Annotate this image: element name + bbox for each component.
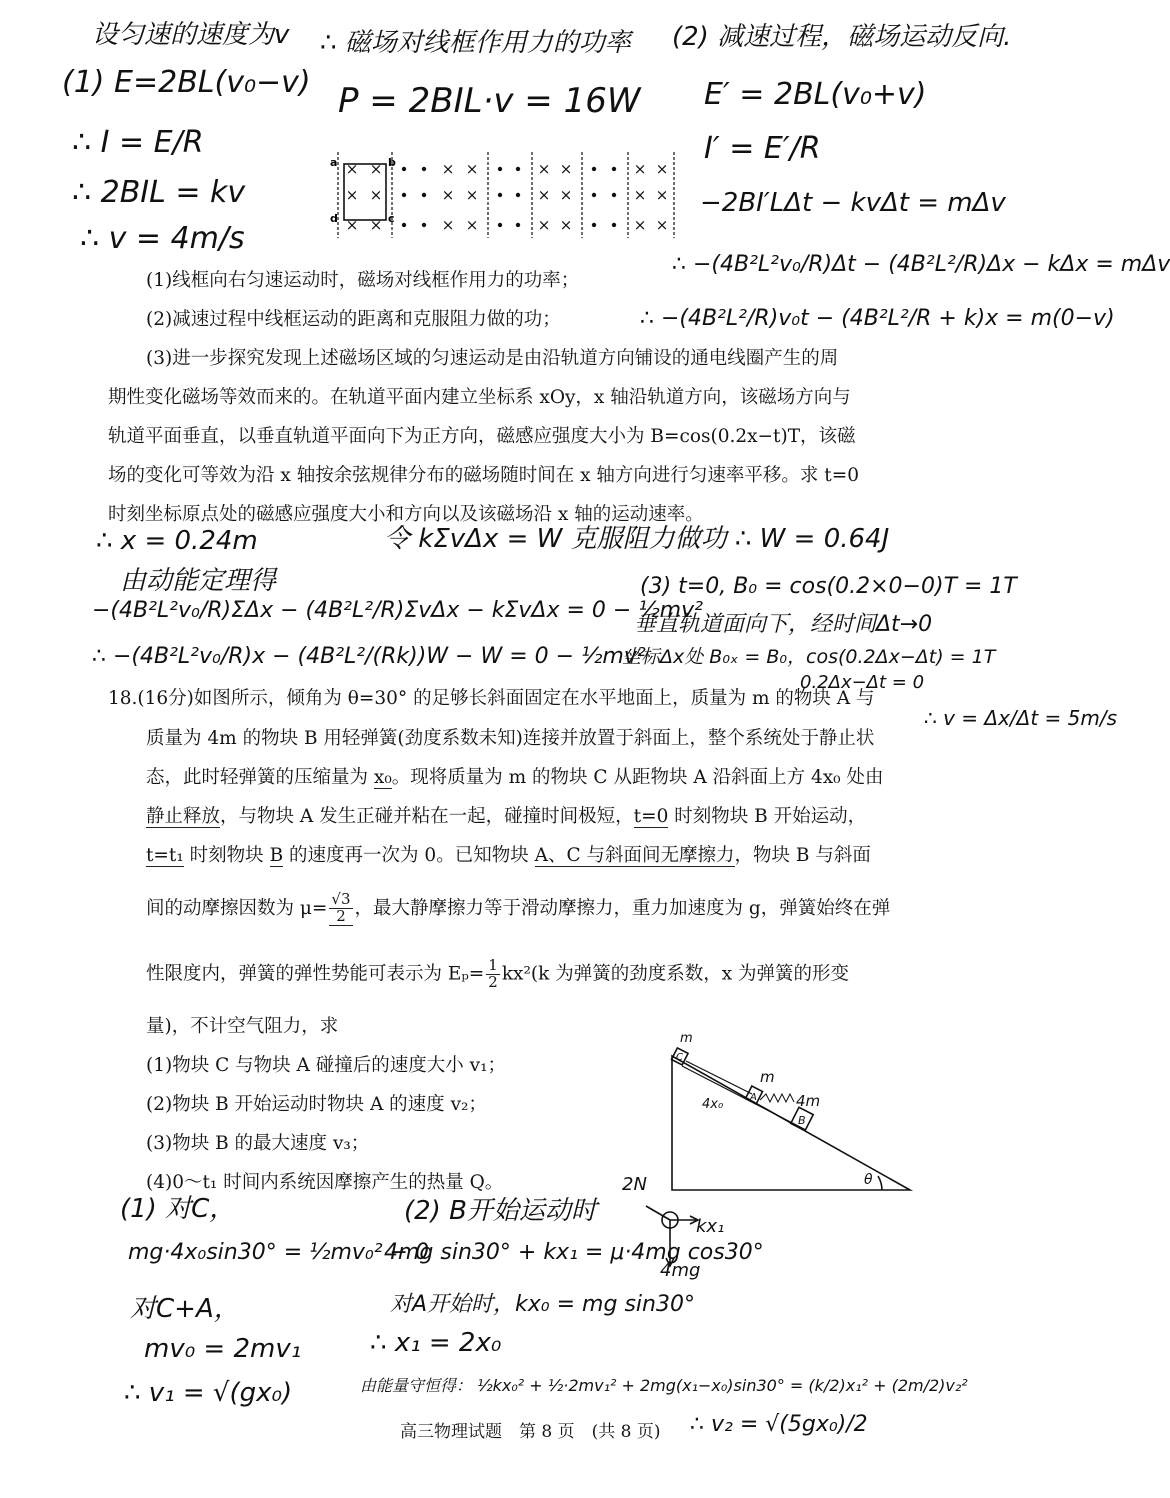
label-mass-b: 4m: [796, 1092, 821, 1110]
hw-tm-line1: ∴ 磁场对线框作用力的功率: [320, 28, 631, 58]
force-label-gravity: 4mg: [660, 1260, 701, 1281]
label-block-a: A: [750, 1092, 757, 1103]
p17-q1: (1)线框向右匀速运动时，磁场对线框作用力的功率；: [146, 270, 580, 291]
p17-q3-line3: 轨道平面垂直，以垂直轨道平面向下为正方向，磁感应强度大小为 B=cos(0.2x−t)T，该磁: [108, 426, 856, 447]
hw-bot-mid3: 对A开始时，kx₀ = mg sin30°: [390, 1292, 695, 1317]
p17-q3-line1: (3)进一步探究发现上述磁场区域的匀速运动是由沿轨道方向铺设的通电线圈产生的周: [146, 348, 839, 369]
label-mass-a: m: [760, 1068, 775, 1086]
hw-bot-mid4: ∴ x₁ = 2x₀: [370, 1328, 502, 1358]
hw-tr-line1: (2) 减速过程，磁场运动反向.: [672, 22, 1012, 52]
svg-text:×: ×: [465, 186, 479, 204]
svg-text:×: ×: [633, 216, 647, 234]
force-label-spring: kx₁: [696, 1216, 725, 1237]
svg-text:×: ×: [441, 160, 455, 178]
incline-figure: [660, 1030, 930, 1200]
svg-text:×: ×: [441, 186, 455, 204]
hw-mid-line4: −(4B²L²v₀/R)ΣΔx − (4B²L²/R)ΣvΔx − kΣvΔx = 0 − ½mv²: [92, 598, 703, 623]
page-footer: 高三物理试题 第 8 页 (共 8 页): [400, 1422, 661, 1442]
p18-line4: 静止释放，与物块 A 发生正碰并粘在一起，碰撞时间极短，t=0 时刻物块 B 开始运动，: [146, 806, 867, 827]
label-mass-c: m: [680, 1031, 693, 1046]
hw-tr-line3: I′ = E′/R: [704, 131, 821, 166]
hw-mid-line5: ∴ −(4B²L²v₀/R)x − (4B²L²/(Rk))W − W = 0 − ½mv²: [92, 644, 646, 669]
hw-tl-line5: ∴ v = 4m/s: [80, 221, 245, 256]
svg-text:×: ×: [655, 216, 669, 234]
p18-q2: (2)物块 B 开始运动时物块 A 的速度 v₂；: [146, 1094, 487, 1115]
hw-bot-mid5: 由能量守恒得： ½kx₀² + ½·2mv₁² + 2mg(x₁−x₀)sin30° = (k/2)x₁² + (2m/2)v₂²: [360, 1376, 968, 1395]
svg-text:×: ×: [655, 160, 669, 178]
svg-text:×: ×: [559, 160, 573, 178]
label-distance: 4x₀: [702, 1097, 724, 1112]
svg-text:×: ×: [345, 186, 359, 204]
frame-corner-b: b: [388, 156, 396, 169]
p17-q3-line2: 期性变化磁场等效而来的。在轨道平面内建立坐标系 xOy，x 轴沿轨道方向，该磁场方向与: [108, 387, 851, 408]
hw-tl-line1: 设匀速的速度为v: [92, 20, 290, 50]
hw-bot-mid2: 4mg sin30° + kx₁ = μ·4mg cos30°: [384, 1240, 764, 1265]
svg-text:×: ×: [369, 186, 383, 204]
hw-tl-line2: (1) E=2BL(v₀−v): [62, 65, 311, 100]
p18-line3: 态，此时轻弹簧的压缩量为 x₀。现将质量为 m 的物块 C 从距物块 A 沿斜面上方 4x₀ 处由: [146, 767, 884, 788]
hw-bot-line4: mv₀ = 2mv₁: [144, 1334, 302, 1364]
hw-bot-line5: ∴ v₁ = √(gx₀): [124, 1378, 293, 1408]
p18-q3: (3)物块 B 的最大速度 v₃；: [146, 1133, 370, 1154]
hw-mid-line3: 由动能定理得: [120, 566, 277, 596]
hw-bot-line2: mg·4x₀sin30° = ½mv₀² − 0: [128, 1240, 429, 1265]
p17-q3-line4: 场的变化可等效为沿 x 轴按余弦规律分布的磁场随时间在 x 轴方向进行匀速率平移。求 t=0: [108, 465, 859, 486]
svg-text:×: ×: [465, 160, 479, 178]
magnetic-field-figure: [326, 150, 686, 240]
hw-mid-line2: 令 kΣvΔx = W 克服阻力做功 ∴ W = 0.64J: [384, 524, 890, 554]
p18-line2: 质量为 4m 的物块 B 用轻弹簧(劲度系数未知)连接并放置于斜面上，整个系统处于静止状: [146, 728, 875, 749]
svg-text:×: ×: [633, 186, 647, 204]
p18-line7: 性限度内，弹簧的弹性势能可表示为 Eₚ= $\frac{1}{2}$ kx²(k 为弹簧的劲度系数，x 为弹簧的形变: [146, 956, 850, 991]
frame-corner-c: c: [388, 212, 395, 225]
hw-tr-line2: E′ = 2BL(v₀+v): [704, 77, 927, 112]
hw-mid-right2: 垂直轨道面向下，经时间Δt→0: [634, 612, 933, 637]
hw-tm-line2: P = 2BIL·v = 16W: [338, 81, 641, 121]
svg-text:×: ×: [369, 216, 383, 234]
p18-line1: 18.(16分)如图所示，倾角为 θ=30° 的足够长斜面固定在水平地面上，质量为 m 的物块 A 与: [108, 688, 875, 709]
p18-q1: (1)物块 C 与物块 A 碰撞后的速度大小 v₁；: [146, 1055, 506, 1076]
p18-q4: (4)0～t₁ 时间内系统因摩擦产生的热量 Q。: [146, 1172, 504, 1193]
hw-mid-right3: 坐标Δx处 B₀ₓ = B₀，cos(0.2Δx−Δt) = 1T: [622, 646, 996, 668]
label-block-b: B: [798, 1114, 806, 1127]
hw-mid-right4: 0.2Δx−Δt = 0: [800, 672, 925, 693]
p17-q2: (2)减速过程中线框运动的距离和克服阻力做的功；: [146, 309, 561, 330]
svg-text:×: ×: [465, 216, 479, 234]
svg-text:×: ×: [655, 186, 669, 204]
p18-line6: 间的动摩擦因数为 μ= $\frac{√3}{2}$ ，最大静摩擦力等于滑动摩擦力，重力加速度为 g，弹簧始终在弹: [146, 890, 891, 925]
frame-corner-d: d: [330, 212, 338, 225]
svg-text:×: ×: [345, 160, 359, 178]
svg-text:×: ×: [369, 160, 383, 178]
hw-tl-line4: ∴ 2BIL = kv: [72, 175, 246, 210]
hw-tr-line6: ∴ −(4B²L²/R)v₀t − (4B²L²/R + k)x = m(0−v): [640, 306, 1115, 331]
label-block-c: C: [676, 1052, 683, 1063]
hw-bot-mid6: ∴ v₂ = √(5gx₀)/2: [690, 1412, 868, 1437]
hw-mid-line1: ∴ x = 0.24m: [96, 526, 258, 556]
hw-bot-mid1: (2) B开始运动时: [404, 1196, 597, 1226]
svg-text:×: ×: [559, 216, 573, 234]
svg-text:×: ×: [345, 216, 359, 234]
svg-text:×: ×: [633, 160, 647, 178]
hw-tl-line3: ∴ I = E/R: [72, 125, 204, 160]
hw-tr-line4: −2BI′LΔt − kvΔt = mΔv: [700, 188, 1006, 218]
p18-line8: 量)，不计空气阻力，求: [146, 1016, 339, 1037]
force-label-normal: 2N: [622, 1174, 647, 1195]
hw-bot-line1: (1) 对C，: [120, 1194, 236, 1224]
svg-text:×: ×: [537, 186, 551, 204]
hw-mid-right1: (3) t=0, B₀ = cos(0.2×0−0)T = 1T: [640, 574, 1017, 599]
p17-q3-line5: 时刻坐标原点处的磁感应强度大小和方向以及该磁场沿 x 轴的运动速率。: [108, 504, 704, 525]
frame-corner-a: a: [330, 156, 338, 169]
svg-text:×: ×: [537, 160, 551, 178]
hw-tr-line5: ∴ −(4B²L²v₀/R)Δt − (4B²L²/R)Δx − kΔx = mΔv: [672, 252, 1170, 277]
svg-text:×: ×: [441, 216, 455, 234]
svg-text:×: ×: [559, 186, 573, 204]
p18-line5: t=t₁ 时刻物块 B 的速度再一次为 0。已知物块 A、C 与斜面间无摩擦力，物块 B 与斜面: [146, 845, 871, 866]
hw-mid-right5: ∴ v = Δx/Δt = 5m/s: [924, 706, 1118, 730]
hw-bot-line3: 对C+A，: [130, 1294, 240, 1324]
label-theta: θ: [864, 1172, 873, 1188]
svg-text:×: ×: [537, 216, 551, 234]
force-diagram: [632, 1186, 712, 1276]
